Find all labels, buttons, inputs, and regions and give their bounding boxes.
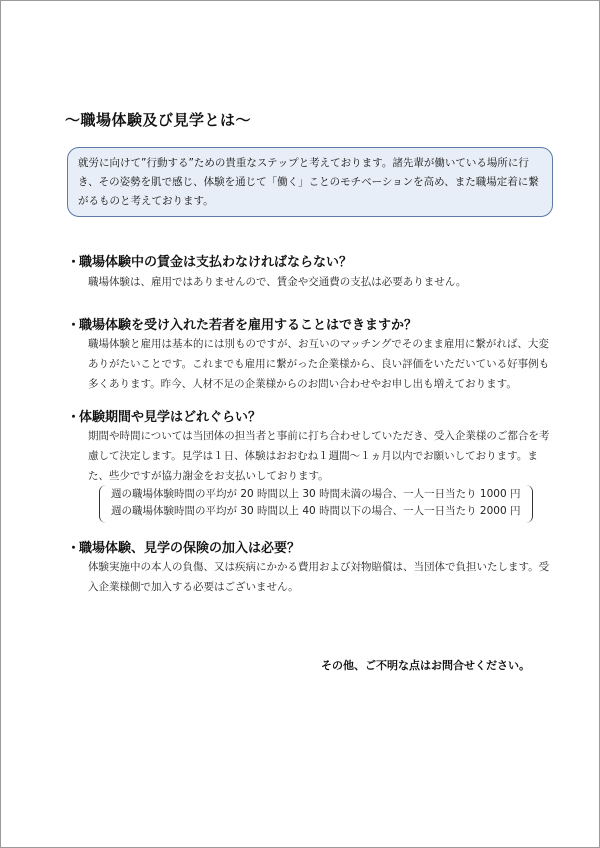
question-text: 体験期間や見学はどれぐらい？ [79, 410, 262, 425]
question-heading-period [67, 406, 261, 425]
closing-note: その他、ご不明な点はお問合せください。 [321, 659, 530, 672]
bullet-mark: ・ [67, 410, 81, 425]
question-heading-wages [67, 251, 352, 270]
question-heading-insurance [67, 537, 300, 556]
answer-text-wages: 職場体験は、雇用ではありませんので、賃金や交通費の支払は必要ありません。 [88, 276, 467, 288]
answer-text-insurance: 体験実施中の本人の負傷、又は疾病にかかる費用および対物賠償は、当団体で負担いたします。受入企業様側で加入する必要はございません。 [88, 561, 550, 593]
question-text: 職場体験、見学の保険の加入は必要？ [79, 541, 301, 556]
bullet-mark: ・ [67, 318, 81, 333]
intro-text: 就労に向けて”行動する”ための貴重なステップと考えております。諸先輩が働いている場所に行き、その姿勢を肌で感じ、体験を通じて「働く」ことのモチベーションを高め、また職場定着に繋がるものと考えております。 [78, 157, 539, 207]
page-title: ～職場体験及び見学とは～ [65, 111, 252, 129]
answer-text-employment: 職場体験と雇用は基本的には別ものですが、お互いのマッチングでそのまま雇用に繋がれば、大変ありがたいことです。これまでも雇用に繋がった企業様から、良い評価をいただいている好事例も多くあります。昨今、人材不足の企業様からのお問い合わせやお申し出も増えております。 [88, 338, 550, 390]
bullet-mark: ・ [67, 255, 81, 270]
bullet-mark: ・ [67, 541, 81, 556]
answer-text-period: 期間や時間については当団体の担当者と事前に打ち合わせしていただき、受入企業様のご都合を考慮して決定します。見学は１日、体験はおおむね１週間～１ヵ月以内でお願いしております。また、些少ですが協力謝金をお支払いしております。 [88, 430, 550, 482]
question-text: 職場体験を受け入れた若者を雇用することはできますか？ [79, 318, 418, 333]
question-text: 職場体験中の賃金は支払わなければならない？ [79, 255, 353, 270]
rate-line-1000: 週の職場体験時間の平均が 20 時間以上 30 時間未満の場合、一人一日当たり 1000 円 [111, 488, 521, 500]
rate-line-2000: 週の職場体験時間の平均が 30 時間以上 40 時間以下の場合、一人一日当たり 2000 円 [111, 505, 521, 517]
question-heading-employment [67, 314, 417, 333]
